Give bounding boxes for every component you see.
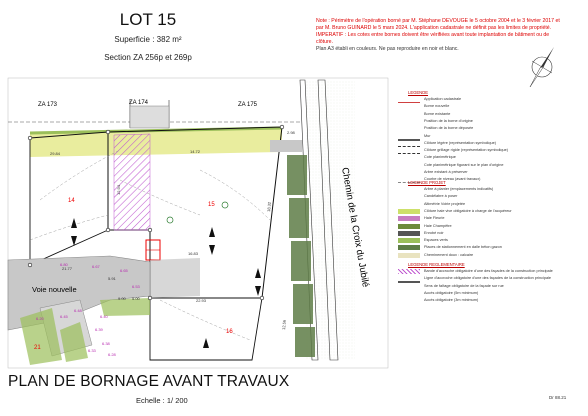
legend-item-label: Clôture légère (représentation symbolique) — [424, 140, 496, 145]
altimetry-label: 6.38 — [102, 341, 110, 346]
lot-number: 21 — [34, 345, 41, 351]
scale-label: Echelle : 1/ 200 — [136, 396, 188, 405]
reference-label: Dr 88.21 — [549, 395, 567, 400]
legend-symbol-icon — [398, 298, 420, 303]
legend-item — [396, 169, 582, 176]
legend-symbol-icon — [398, 269, 420, 274]
dimension-label: 22.93 — [196, 298, 207, 303]
legend-item — [396, 133, 582, 140]
legend-item — [396, 193, 582, 200]
legend-item-label: Places de stationnement en dalle béton gazon — [424, 245, 502, 250]
legend-item-label: Espaces verts — [424, 238, 448, 243]
legend-item — [396, 215, 582, 222]
legend-symbol-icon — [398, 119, 420, 124]
legend-symbol-icon — [398, 112, 420, 117]
dimension-label: 29.84 — [50, 151, 61, 156]
legend-item — [396, 237, 582, 244]
lot-area: Superficie : 382 m² — [114, 35, 182, 44]
lot-title: LOT 15 — [119, 10, 177, 29]
legend-symbol-icon — [398, 209, 420, 214]
legend-symbol-icon — [398, 163, 420, 168]
legend-item-label: Cote planimétrique figurant sur le plan d'origine — [424, 162, 504, 167]
legend-item-label: Sens de faîtage obligatoire de la façade sur rue — [424, 283, 504, 288]
legend-item-label: Accès obligatoire (3m minimum) — [424, 298, 479, 303]
legend-item-label: Cote planimétrique — [424, 155, 456, 160]
dimension-label: 14.72 — [190, 149, 201, 154]
road-name: Voie nouvelle — [32, 285, 77, 294]
parcel-label: ZA 175 — [238, 102, 258, 108]
legend-item — [396, 252, 582, 259]
note-line: par M. Bruno GUINARD le 5 mars 2024. L'application cadastrale ne définit pas les limites de propriété. — [316, 25, 552, 31]
legend-symbol-icon — [398, 238, 420, 243]
altimetry-label: 6.39 — [95, 327, 103, 332]
legend-item-label: Haie Fleurie — [424, 216, 445, 221]
legend-item-label: Clôture haie vive obligatoire à charge de l'acquéreur — [424, 208, 512, 213]
legend-item-label: Haie Champêtre — [424, 223, 452, 228]
note-line: IMPERATIF : Les cotes entre bornes doivent être vérifiées avant toute implantation de bâtiment ou de clôture. — [316, 32, 550, 45]
legend-item — [396, 154, 582, 161]
legend-item-label: Cheminement doux : calcaire — [424, 252, 474, 257]
legend — [396, 90, 582, 352]
legend-item — [396, 297, 582, 304]
dimension-label: 12.94 — [116, 184, 121, 195]
legend-symbol-icon — [398, 104, 420, 109]
legend-symbol-icon — [398, 231, 420, 236]
legend-item — [396, 268, 582, 275]
altimetry-label: 6.33 — [88, 348, 96, 353]
dimension-label: 5.00 — [132, 296, 140, 301]
legend-item-label: Application cadastrale — [424, 97, 462, 101]
legend-item — [396, 96, 582, 103]
legend-symbol-icon — [398, 148, 420, 154]
legend-item-label: Bande d'accroche obligatoire d'une des façades de la construction principale — [424, 269, 553, 273]
legend-item — [396, 118, 582, 125]
dimension-label: 12.56 — [281, 319, 287, 331]
legend-symbol-icon — [398, 253, 420, 258]
altimetry-label: 6.67 — [92, 264, 100, 269]
note-line: Note : Périmètre de l'opération borné par M. Stéphane DEVOUGE le 5 octobre 2004 et le 3 février 2017 et — [316, 18, 560, 24]
chemin-name: Chemin de la Croix du Jubilé — [339, 166, 371, 289]
legend-symbol-icon — [398, 202, 420, 207]
legend-symbol-icon — [398, 170, 420, 175]
altimetry-label: 6.48 — [74, 308, 82, 313]
altimetry-label: 6.53 — [132, 284, 140, 289]
legend-item — [396, 186, 582, 193]
legend-item — [396, 230, 582, 237]
legend-item — [396, 162, 582, 169]
legend-item — [396, 201, 582, 208]
legend-item — [396, 208, 582, 215]
lot-number: 15 — [208, 202, 215, 208]
legend-symbol-icon — [398, 245, 420, 250]
altimetry-label: 6.20 — [36, 316, 44, 321]
legend-symbol-icon — [398, 216, 420, 221]
legend-item-label: Ligne d'accroche obligatoire d'une des façades de la construction principale — [424, 276, 552, 281]
legend-item-label: Courbe de niveau (avant travaux) — [424, 177, 481, 182]
legend-heading: LEGENDE REGLEMENTAIRE — [408, 262, 465, 267]
altimetry-label: 6.28 — [108, 352, 116, 357]
legend-item-label: Clôture grillage rigide (représentation symbolique) — [424, 148, 508, 153]
dimension-label: 9.00 — [118, 296, 126, 301]
altimetry-label: 6.45 — [60, 314, 68, 319]
legend-symbol-icon — [398, 141, 420, 147]
dimension-label: 21.77 — [62, 266, 73, 271]
legend-item-label: Arbre existant à préserver — [424, 170, 468, 174]
legend-item — [396, 223, 582, 230]
parcel-label: ZA 173 — [38, 102, 58, 108]
dimension-label: 16.83 — [188, 251, 199, 256]
legend-item-label: Borne nouvelle — [424, 104, 450, 109]
legend-item-label: Borne existante — [424, 111, 451, 116]
legend-item — [396, 283, 582, 290]
altimetry-label: 6.65 — [120, 268, 128, 273]
legend-item — [396, 290, 582, 297]
note-line: Plan A3 établi en couleurs. Ne pas reproduire en noir et blanc. — [316, 46, 459, 52]
legend-symbol-icon — [398, 97, 420, 103]
legend-symbol-icon — [398, 194, 420, 199]
legend-symbol-icon — [398, 126, 420, 131]
legend-item-label: Position de la borne déposée — [424, 126, 474, 131]
legend-item — [396, 147, 582, 154]
legend-item-label: Accès obligatoire (5m minimum) — [424, 290, 479, 295]
parcel-label: ZA 174 — [129, 100, 149, 106]
altimetry-label: 6.80 — [60, 262, 68, 267]
legend-item-label: Altimétrie Voirie projetée — [424, 201, 466, 206]
legend-item-label: Position de la borne d'origine — [424, 118, 473, 123]
dimension-label: 2.98 — [287, 130, 295, 135]
legend-heading: LEGENDE PROJET — [408, 180, 446, 185]
legend-item — [396, 244, 582, 251]
legend-symbol-icon — [398, 155, 420, 160]
legend-item — [396, 140, 582, 147]
altimetry-label: 6.40 — [100, 314, 108, 319]
dimension-label: 5.91 — [108, 276, 116, 281]
legend-item-label: Enrobé noir — [424, 230, 444, 235]
north-arrow-icon — [524, 45, 560, 89]
legend-item — [396, 275, 582, 282]
legend-heading: LEGENDE — [408, 90, 429, 95]
legend-symbol-icon — [398, 284, 420, 289]
legend-symbol-icon — [398, 224, 420, 229]
legend-symbol-icon — [398, 291, 420, 296]
lot-number: 14 — [68, 198, 75, 204]
legend-item — [396, 125, 582, 132]
legend-item — [396, 111, 582, 118]
legend-item-label: Arbre à planter (emplacements indicatifs) — [424, 187, 494, 191]
legend-symbol-icon — [398, 187, 420, 192]
legend-item — [396, 103, 582, 110]
dimension-label: 18.32 — [266, 201, 272, 213]
parcel-za174-shade — [130, 106, 169, 128]
lot-section: Section ZA 256p et 269p — [104, 53, 192, 62]
legend-item-label: Mur — [424, 133, 431, 138]
lot-number: 16 — [226, 329, 233, 335]
legend-item-label: Candélabre à poser — [424, 194, 458, 199]
plan-title: PLAN DE BORNAGE AVANT TRAVAUX — [8, 373, 290, 390]
